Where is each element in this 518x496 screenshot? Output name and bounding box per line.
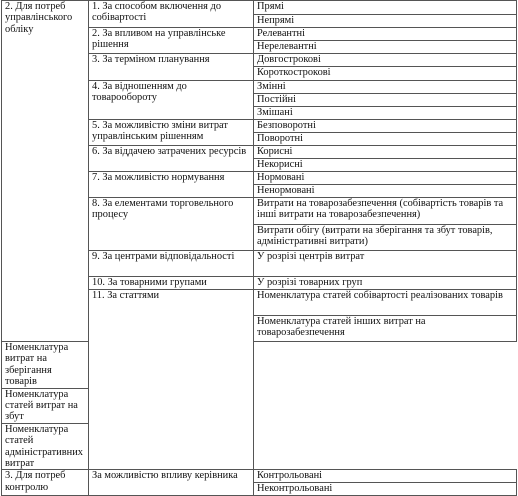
criterion-cell: 10. За товарними групами bbox=[89, 277, 254, 290]
criterion-cell: 3. За терміном планування bbox=[89, 54, 254, 81]
cost-type-cell: Неконтрольовані bbox=[254, 483, 517, 496]
table-row bbox=[2, 1, 517, 15]
cost-type-cell: Номенклатура витрат на зберігання товарів bbox=[2, 342, 89, 389]
cost-type-cell: Непрямі bbox=[254, 15, 517, 28]
cost-type-cell: Контрольовані bbox=[254, 470, 517, 483]
cost-type-cell: Постійні bbox=[254, 94, 517, 107]
table-row bbox=[2, 423, 517, 470]
cost-type-cell: Поворотні bbox=[254, 133, 517, 146]
group-cell: 3. Для потреб контролю bbox=[2, 470, 89, 496]
cost-type-cell: Нерелевантні bbox=[254, 41, 517, 54]
cost-type-cell: Прямі bbox=[254, 1, 517, 15]
cost-type-cell: У розрізі центрів витрат bbox=[254, 251, 517, 277]
cost-type-cell: Витрати обігу (витрати на зберігання та збут товарів, адміністративні витрати) bbox=[254, 225, 517, 251]
table-row bbox=[2, 342, 517, 389]
cost-type-cell: Витрати на товарозабезпечення (собівартість товарів та інші витрати на товарозабезпечення) bbox=[254, 198, 517, 225]
criterion-cell: 8. За елементами торговельного процесу bbox=[89, 198, 254, 251]
cost-type-cell: Номенклатура статей інших витрат на товарозабезпечення bbox=[254, 316, 517, 342]
table-row bbox=[2, 470, 517, 483]
criterion-cell: 11. За статтями bbox=[89, 290, 254, 470]
cost-type-cell: Змішані bbox=[254, 107, 517, 120]
cost-type-cell: Безповоротні bbox=[254, 120, 517, 133]
cost-classification-table bbox=[1, 0, 517, 496]
cost-type-cell: Номенклатура статей витрат на збут bbox=[2, 388, 89, 423]
criterion-cell: 6. За віддачею затрачених ресурсів bbox=[89, 146, 254, 172]
cost-type-cell: У розрізі товарних груп bbox=[254, 277, 517, 290]
group-cell: 2. Для потреб управлінського обліку bbox=[2, 1, 89, 342]
cost-type-cell: Некорисні bbox=[254, 159, 517, 172]
criterion-cell: 7. За можливістю нормування bbox=[89, 172, 254, 198]
cost-type-cell: Нормовані bbox=[254, 172, 517, 185]
criterion-cell: 1. За способом включення до собівартості bbox=[89, 1, 254, 28]
cost-type-cell: Релевантні bbox=[254, 28, 517, 41]
criterion-cell: 9. За центрами відповідальності bbox=[89, 251, 254, 277]
cost-type-cell: Довгострокові bbox=[254, 54, 517, 67]
criterion-cell: За можливістю впливу керівника bbox=[89, 470, 254, 496]
criterion-cell: 4. За відношенням до товарообороту bbox=[89, 81, 254, 120]
cost-type-cell: Змінні bbox=[254, 81, 517, 94]
cost-type-cell: Короткострокові bbox=[254, 67, 517, 81]
cost-type-cell: Ненормовані bbox=[254, 185, 517, 198]
criterion-cell: 2. За впливом на управлінське рішення bbox=[89, 28, 254, 54]
table-row bbox=[2, 388, 517, 423]
cost-type-cell: Корисні bbox=[254, 146, 517, 159]
criterion-cell: 5. За можливістю зміни витрат управлінським рішенням bbox=[89, 120, 254, 146]
cost-type-cell: Номенклатура статей собівартості реалізованих товарів bbox=[254, 290, 517, 316]
cost-type-cell: Номенклатура статей адміністративних витрат bbox=[2, 423, 89, 470]
